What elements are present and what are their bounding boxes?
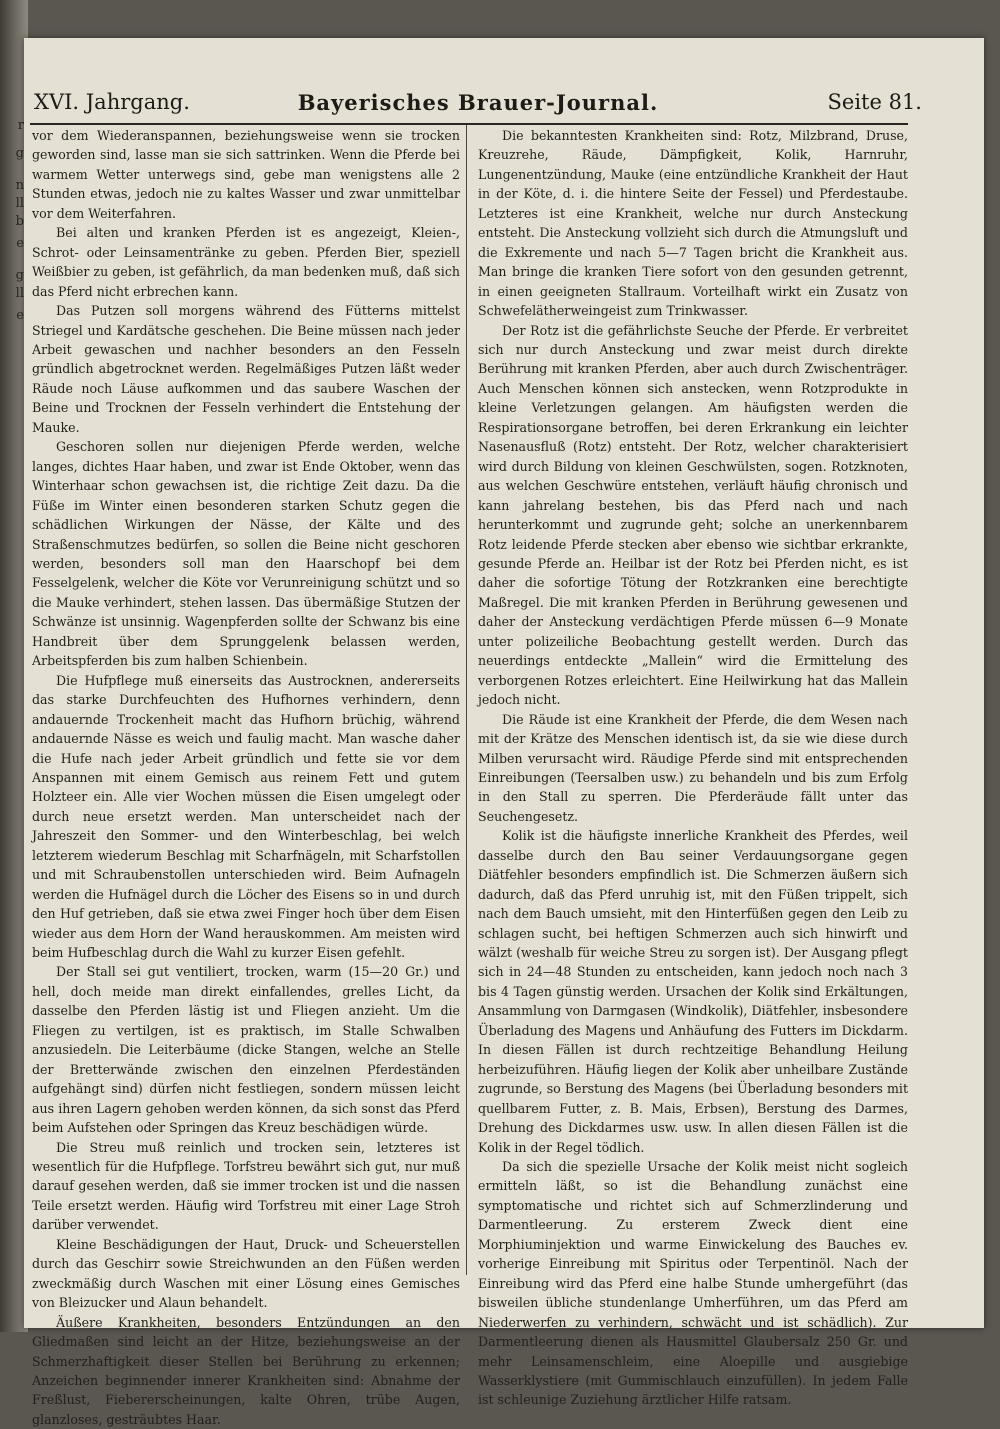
right-column	[478, 126, 908, 1408]
paragraph: Die bekanntesten Krankheiten sind: Rotz, Milzbrand, Druse, Kreuzrehe, Räude, Dämpfigkeit, Kolik, Harnruhr, Lungenentzündung, Mauke (eine entzündliche Krankheit der Haut in der Köte, d. i. die hintere Seite der Fessel) und Pferdestaube. Letzteres ist eine Krankheit, welche nur durch Ansteckung entsteht. Die Ansteckung vollzieht sich durch die Atmungsluft und die Exkremente und nach 5—7 Tagen bricht die Krankheit aus. Man bringe die kranken Tiere sofort von den gesunden getrennt, in einen geeigneten Stallraum. Vorteilhaft wirkt ein Zusatz von Schwefelätherweingeist zum Trinkwasser.	[478, 128, 908, 319]
margin-fragment: g	[15, 268, 24, 283]
column-divider	[466, 125, 467, 1275]
paragraph: Geschoren sollen nur diejenigen Pferde werden, welche langes, dichtes Haar haben, und zwar ist Ende Oktober, wenn das Winterhaar schon gewachsen ist, die richtige Zeit dazu. Da die Füße im Winter einen besonderen starken Schutz gegen die schädlichen Wirkungen der Nässe, der Kälte und des Straßenschmutzes bedürfen, so sollen die Beine nicht geschoren werden, besonders soll man den Haarschopf bei dem Fesselgelenk, welcher die Köte vor Verunreinigung schützt und so die Mauke verhindert, stehen lassen. Das übermäßige Stutzen der Schwänze ist unsinnig. Wagenpferden sollte der Schwanz bis eine Handbreit über dem Sprunggelenk belassen werden, Arbeitspferden bis zum halben Schienbein.	[32, 439, 460, 669]
margin-fragment: ll	[15, 286, 24, 301]
volume-label: XVI. Jahrgang.	[34, 90, 190, 114]
paragraph: Äußere Krankheiten, besonders Entzündungen an den Gliedmaßen sind leicht an der Hitze, beziehungsweise an der Schmerzhaftigkeit dieser Stellen bei Berührung zu erkennen; Anzeichen beginnender innerer Krankheiten sind: Abnahme der Freßlust, Fiebererscheinungen, kalte Ohren, trübe Augen, glanzloses, gesträubtes Haar.	[32, 1314, 460, 1427]
header-rule	[30, 123, 908, 125]
page-header	[34, 90, 922, 120]
paragraph: Kleine Beschädigungen der Haut, Druck- und Scheuerstellen durch das Geschirr sowie Streichwunden an den Füßen werden zweckmäßig durch Waschen mit einer Lösung eines Gemisches von Bleizucker und Alaun behandelt.	[32, 1236, 460, 1311]
paragraph: Die Räude ist eine Krankheit der Pferde, die dem Wesen nach mit der Krätze des Menschen identisch ist, da sie wie diese durch Milben verursacht wird. Räudige Pferde sind mit entsprechenden Einreibungen (Teersalben usw.) zu behandeln und bis zum Erfolg in den Stall zu sperren. Die Pferderäude fällt unter das Seuchengesetz.	[478, 711, 908, 824]
paragraph: Kolik ist die häufigste innerliche Krankheit des Pferdes, weil dasselbe durch den Bau seiner Verdauungsorgane gegen Diätfehler besonders empfindlich ist. Die Schmerzen äußern sich dadurch, daß das Pferd unruhig ist, mit den Füßen trippelt, sich nach dem Bauch umsieht, mit den Hinterfüßen gegen den Leib zu schlagen sucht, bei heftigen Schmerzen auch sich hinwirft und wälzt (weshalb für weiche Streu zu sorgen ist). Der Ausgang pflegt sich in 24—48 Stunden zu entscheiden, kann jedoch noch nach 3 bis 4 Tagen günstig werden. Ursachen der Kolik sind Erkältungen, Ansammlung von Darmgasen (Windkolik), Diätfehler, insbesondere Überladung des Magens und Anhäufung des Futters im Dickdarm. In diesen Fällen ist durch rechtzeitige Behandlung Heilung herbeizuführen. Häufig liegen der Kolik aber unheilbare Zustände zugrunde, so Berstung des Magens (bei Überladung besonders mit quellbarem Futter, z. B. Mais, Erbsen), Berstung des Darmes, Drehung des Dickdarmes usw. usw. In allen diesen Fällen ist die Kolik in der Regel tödlich.	[478, 828, 908, 1155]
margin-fragment: r	[17, 118, 24, 133]
journal-title: Bayerisches Brauer-Journal.	[297, 90, 659, 115]
margin-fragment: b	[15, 214, 24, 229]
margin-fragment: ll	[15, 196, 24, 211]
page-number: Seite 81.	[827, 90, 922, 114]
paragraph: vor dem Wiederanspannen, beziehungsweise wenn sie trocken geworden sind, lasse man sie sich sattrinken. Wenn die Pferde bei warmem Wetter unterwegs sind, gebe man wenigstens alle 2 Stunden etwas, jedoch nie zu kaltes Wasser und zwar unmittelbar vor dem Weiterfahren.	[32, 128, 460, 221]
margin-fragment: g	[15, 146, 24, 161]
margin-fragment: e	[16, 308, 24, 323]
paragraph: Die Hufpflege muß einerseits das Austrocknen, andererseits das starke Durchfeuchten des Hufhornes verhindern, denn andauernde Trockenheit macht das Hufhorn brüchig, während andauernde Nässe es weich und faulig macht. Man wasche daher die Hufe nach jeder Arbeit gründlich und fette sie vor dem Anspannen mit einem Gemisch aus reinem Fett und gutem Holzteer ein. Alle vier Wochen müssen die Eisen umgelegt oder durch neue ersetzt werden. Man unterscheidet nach der Jahreszeit den Sommer- und den Winterbeschlag, bei welch letzterem wiederum Beschlag mit Scharfnägeln, mit Scharfstollen und mit Schraubenstollen unterschieden wird. Beim Aufnageln werden die Hufnägel durch die Löcher des Eisens so in und durch den Huf getrieben, daß sie etwa zwei Finger hoch über dem Eisen wieder aus dem Horn der Wand herauskommen. Am meisten wird beim Hufbeschlag durch die Wahl zu kurzer Eisen gefehlt.	[32, 672, 460, 961]
paragraph: Bei alten und kranken Pferden ist es angezeigt, Kleien-, Schrot- oder Leinsamentränke zu geben. Pferden Bier, speziell Weißbier zu geben, ist gefährlich, da man bedenken muß, daß sich das Pferd nicht erbrechen kann.	[32, 225, 460, 299]
paragraph: Der Rotz ist die gefährlichste Seuche der Pferde. Er verbreitet sich nur durch Ansteckung und zwar meist durch direkte Berührung mit kranken Pferden, aber auch durch Zwischenträger. Auch Menschen können sich anstecken, wenn Rotzprodukte in kleine Verletzungen gelangen. Am häufigsten werden die Respirationsorgane betroffen, bei deren Erkrankung ein leichter Nasenausfluß (Rotz) entsteht. Der Rotz, welcher charakterisiert wird durch Bildung von kleinen Geschwülsten, sogen. Rotzknoten, aus welchen Geschwüre entstehen, verläuft häufig chronisch und kann jahrelang bestehen, bis das Pferd nach und nach herunterkommt und zugrunde geht; solche an unerkennbarem Rotz leidende Pferde stecken aber ebenso wie sichtbar erkrankte, gesunde Pferde an. Heilbar ist der Rotz bei Pferden nicht, es ist daher die sofortige Tötung der Rotzkranken eine berechtigte Maßregel. Die mit kranken Pferden in Berührung gewesenen und daher der Ansteckung verdächtigen Pferde müssen 6—9 Monate unter polizeiliche Beobachtung gestellt werden. Durch das neuerdings entdeckte „Mallein“ wird die Ermittelung des verborgenen Rotzes erleichtert. Eine Heilwirkung hat das Mallein jedoch nicht.	[478, 322, 908, 708]
margin-fragment: n	[15, 178, 24, 193]
left-column	[32, 126, 460, 1427]
paragraph: Das Putzen soll morgens während des Fütterns mittelst Striegel und Kardätsche geschehen. Die Beine müssen nach jeder Arbeit gewaschen und nachher besonders an den Fesseln gründlich abgetrocknet werden. Regelmäßiges Putzen läßt weder Räude noch Läuse aufkommen und das saubere Waschen der Beine und Trocknen der Fesseln verhindert die Entstehung der Mauke.	[32, 303, 460, 435]
paragraph: Der Stall sei gut ventiliert, trocken, warm (15—20 Gr.) und hell, doch meide man direkt einfallendes, grelles Licht, da dasselbe den Pferden lästig ist und Fliegen anzieht. Um die Fliegen zu vertilgen, ist es praktisch, im Stalle Schwalben anzusiedeln. Die Leiterbäume (dicke Stangen, welche an Stelle der Bretterwände zwischen den einzelnen Pferdeständen aufgehängt sind) dürfen nicht festliegen, sondern müssen leicht aus ihren Lagern gehoben werden können, da sich sonst das Pferd beim Aufstehen oder Springen das Kreuz beschädigen würde.	[32, 964, 460, 1136]
paragraph: Da sich die spezielle Ursache der Kolik meist nicht sogleich ermitteln läßt, so ist die Behandlung zunächst eine symptomatische und richtet sich auf Schmerzlinderung und Darmentleerung. Zu ersterem Zweck dient eine Morphiuminjektion und warme Einwickelung des Bauches ev. vorherige Einreibung mit Spiritus oder Terpentinöl. Nach der Einreibung wird das Pferd eine halbe Stunde umhergeführt (das bisweilen übliche stundenlange Umherführen, um das Pferd am Niederwerfen zu verhindern, schwächt und ist schädlich). Zur Darmentleerung dienen als Hausmittel Glaubersalz 250 Gr. und mehr Leinsamenschleim, eine Aloepille und ausgiebige Wasserklystiere (mit Gummischlauch einzufüllen). In jedem Falle ist schleunige Zuziehung ärztlicher Hilfe ratsam.	[478, 1159, 908, 1408]
margin-fragment: e	[16, 236, 24, 251]
paragraph: Die Streu muß reinlich und trocken sein, letzteres ist wesentlich für die Hufpflege. Torfstreu bewährt sich gut, nur muß darauf gesehen werden, daß sie immer trocken ist und die nassen Teile ersetzt werden. Häufig wird Torfstreu mit einer Lage Stroh darüber verwendet.	[32, 1139, 460, 1233]
